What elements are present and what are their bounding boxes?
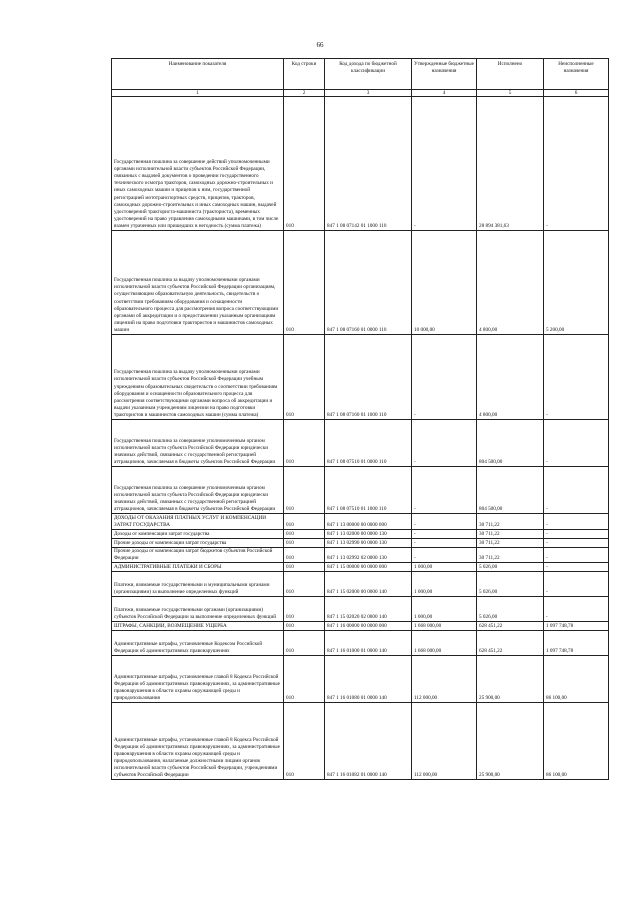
row-executed: 5 026,00 bbox=[477, 572, 544, 597]
row-name: Прочие доходы от компенсации затрат бюджетов субъектов Российской Федерации bbox=[112, 548, 284, 563]
row-line-code: 010 bbox=[284, 597, 325, 622]
row-unexecuted: 5 200,00 bbox=[544, 231, 609, 335]
row-executed: 30 711,22 bbox=[477, 514, 544, 530]
table-row bbox=[112, 703, 609, 780]
row-unexecuted: - bbox=[544, 335, 609, 420]
table-row bbox=[112, 622, 609, 631]
row-unexecuted: - bbox=[544, 597, 609, 622]
row-name: ШТРАФЫ, САНКЦИИ, ВОЗМЕЩЕНИЕ УЩЕРБА bbox=[112, 622, 284, 631]
table-row bbox=[112, 335, 609, 420]
row-executed: 5 026,00 bbox=[477, 563, 544, 572]
row-unexecuted: - bbox=[544, 467, 609, 514]
row-line-code: 010 bbox=[284, 335, 325, 420]
column-number: 5 bbox=[477, 90, 544, 97]
header-line-code: Код строки bbox=[284, 59, 325, 90]
header-revenue-code: Код дохода по бюджетной классификации bbox=[325, 59, 412, 90]
row-approved: 1 000,00 bbox=[412, 597, 477, 622]
row-executed: 628 451,22 bbox=[477, 622, 544, 631]
row-name: Доходы от компенсации затрат государства bbox=[112, 530, 284, 539]
row-revenue-code: 847 1 15 02020 02 0000 140 bbox=[325, 597, 412, 622]
row-line-code: 010 bbox=[284, 572, 325, 597]
row-unexecuted: - bbox=[544, 563, 609, 572]
row-executed: 30 711,22 bbox=[477, 530, 544, 539]
row-approved: - bbox=[412, 548, 477, 563]
table-row bbox=[112, 514, 609, 530]
row-approved: - bbox=[412, 514, 477, 530]
header-name: Наименование показателя bbox=[112, 59, 284, 90]
row-revenue-code: 847 1 08 07510 01 0000 110 bbox=[325, 420, 412, 467]
row-line-code: 010 bbox=[284, 97, 325, 231]
row-approved: - bbox=[412, 467, 477, 514]
row-executed: 4 800,00 bbox=[477, 335, 544, 420]
table-row bbox=[112, 656, 609, 703]
row-name: Административные штрафы, установленные главой 8 Кодекса Российской Федерации об административных правонарушениях, за административные правонарушения в области охраны окружающей среды и природопользования, налагаемые должностными лицами органов исполнительной власти субъектов Российской Федерации, учреждениями субъектов Российской Федерации bbox=[112, 703, 284, 780]
header-unexecuted: Неисполненные назначения bbox=[544, 59, 609, 90]
row-executed: 804 500,00 bbox=[477, 420, 544, 467]
row-executed: 25 900,00 bbox=[477, 656, 544, 703]
row-name: Платежи, взимаемые государственными органами (организациями) субъектов Российской Федерации за выполнение определенных функций bbox=[112, 597, 284, 622]
row-name: Государственная пошлина за выдачу уполномоченными органами исполнительной власти субъектов Российской Федерации учебным учреждениям образовательных свидетельств о соответствии требованиям оборудования и оснащенности образовательного процесса для рассмотрения соответствующими органами вопроса об аккредитации и выдачи указанным учреждениям лицензии на право подготовки трактористов и машинистов самоходных машин (сумма платежа) bbox=[112, 335, 284, 420]
row-approved: 1 000,00 bbox=[412, 572, 477, 597]
row-revenue-code: 847 1 08 07510 01 1000 110 bbox=[325, 467, 412, 514]
row-approved: - bbox=[412, 420, 477, 467]
row-approved: - bbox=[412, 97, 477, 231]
row-line-code: 010 bbox=[284, 530, 325, 539]
row-unexecuted: - bbox=[544, 530, 609, 539]
table-row bbox=[112, 597, 609, 622]
row-executed: 30 711,22 bbox=[477, 548, 544, 563]
table-row bbox=[112, 548, 609, 563]
row-line-code: 010 bbox=[284, 548, 325, 563]
row-line-code: 010 bbox=[284, 656, 325, 703]
row-unexecuted: - bbox=[544, 514, 609, 530]
row-executed: 25 900,00 bbox=[477, 703, 544, 780]
row-executed: 30 711,22 bbox=[477, 539, 544, 548]
table-row bbox=[112, 563, 609, 572]
row-line-code: 010 bbox=[284, 631, 325, 656]
row-line-code: 010 bbox=[284, 703, 325, 780]
row-name: Платежи, взимаемые государственными и муниципальными органами (организациями) за выполнение определенных функций bbox=[112, 572, 284, 597]
page-number: 66 bbox=[316, 41, 324, 49]
row-revenue-code: 847 1 15 02000 00 0000 140 bbox=[325, 572, 412, 597]
table-row bbox=[112, 231, 609, 335]
row-revenue-code: 847 1 16 01082 01 0000 140 bbox=[325, 703, 412, 780]
row-approved: 112 000,00 bbox=[412, 656, 477, 703]
row-unexecuted: - bbox=[544, 539, 609, 548]
row-name: Административные штрафы, установленные Кодексом Российской Федерации об административных правонарушениях bbox=[112, 631, 284, 656]
row-revenue-code: 847 1 13 02990 00 0000 130 bbox=[325, 539, 412, 548]
row-unexecuted: - bbox=[544, 548, 609, 563]
header-approved: Утвержденные бюджетные назначения bbox=[412, 59, 477, 90]
row-line-code: 010 bbox=[284, 467, 325, 514]
row-name: АДМИНИСТРАТИВНЫЕ ПЛАТЕЖИ И СБОРЫ bbox=[112, 563, 284, 572]
column-number: 1 bbox=[112, 90, 284, 97]
table-row bbox=[112, 631, 609, 656]
row-revenue-code: 847 1 08 07160 01 0000 110 bbox=[325, 231, 412, 335]
row-name: ДОХОДЫ ОТ ОКАЗАНИЯ ПЛАТНЫХ УСЛУГ И КОМПЕНСАЦИИ ЗАТРАТ ГОСУДАРСТВА bbox=[112, 514, 284, 530]
row-name: Государственная пошлина за выдачу уполномоченными органами исполнительной власти субъектов Российской Федерации организациям, осуществляющим образовательную деятельность, свидетельств о соответствии требованиям оборудования и оснащенности образовательного процесса для рассмотрения вопроса соответствующими органами об аккредитации и о предоставлении указанным организациям лицензий на право подготовки трактористов и машинистов самоходных машин bbox=[112, 231, 284, 335]
row-revenue-code: 847 1 13 00000 00 0000 000 bbox=[325, 514, 412, 530]
row-approved: - bbox=[412, 530, 477, 539]
row-unexecuted: 1 097 748,78 bbox=[544, 631, 609, 656]
row-revenue-code: 847 1 15 00000 00 0000 000 bbox=[325, 563, 412, 572]
row-approved: 112 000,00 bbox=[412, 703, 477, 780]
row-line-code: 010 bbox=[284, 563, 325, 572]
column-number: 3 bbox=[325, 90, 412, 97]
table-row bbox=[112, 539, 609, 548]
row-executed: 4 800,00 bbox=[477, 231, 544, 335]
row-executed: 5 026,00 bbox=[477, 597, 544, 622]
row-revenue-code: 847 1 13 02992 02 0000 130 bbox=[325, 548, 412, 563]
row-unexecuted: 86 100,00 bbox=[544, 703, 609, 780]
row-unexecuted: - bbox=[544, 572, 609, 597]
row-executed: 628 451,22 bbox=[477, 631, 544, 656]
row-name: Прочие доходы от компенсации затрат государства bbox=[112, 539, 284, 548]
row-unexecuted: - bbox=[544, 97, 609, 231]
row-approved: 10 000,00 bbox=[412, 231, 477, 335]
header-executed: Исполнено bbox=[477, 59, 544, 90]
row-unexecuted: 86 100,00 bbox=[544, 656, 609, 703]
row-executed: 28 894 381,63 bbox=[477, 97, 544, 231]
row-name: Государственная пошлина за совершение уполномоченным органом исполнительной власти субъекта Российской Федерации юридически значимых действий, связанных с государственной регистрацией аттракционов, зачисляемая в бюджеты субъектов Российской Федерации bbox=[112, 467, 284, 514]
row-line-code: 010 bbox=[284, 622, 325, 631]
row-name: Административные штрафы, установленные главой 8 Кодекса Российской Федерации об административных правонарушениях, за административные правонарушения в области охраны окружающей среды и природопользования bbox=[112, 656, 284, 703]
table-row bbox=[112, 467, 609, 514]
row-approved: 1 000,00 bbox=[412, 563, 477, 572]
row-revenue-code: 847 1 16 00000 00 0000 000 bbox=[325, 622, 412, 631]
column-number: 6 bbox=[544, 90, 609, 97]
row-approved: - bbox=[412, 539, 477, 548]
row-revenue-code: 847 1 16 01080 01 0000 140 bbox=[325, 656, 412, 703]
column-number: 2 bbox=[284, 90, 325, 97]
row-name: Государственная пошлина за совершение действий уполномоченными органами исполнительной власти субъектов Российской Федерации, связанных с выдачей документов о проведении государственного технического осмотра тракторов, самоходных дорожно-строительных и иных самоходных машин и прицепов к ним, государственной регистрацией мототранспортных средств, прицепов, тракторов, самоходных дорожно-строительных и иных самоходных машин, выдачей удостоверений тракториста-машиниста (тракториста), временных удостоверений на право управления самоходными машинами, в том числе взамен утраченных или пришедших в негодность (сумма платежа) bbox=[112, 97, 284, 231]
row-line-code: 010 bbox=[284, 420, 325, 467]
row-revenue-code: 847 1 08 07160 01 1000 110 bbox=[325, 335, 412, 420]
row-line-code: 010 bbox=[284, 231, 325, 335]
row-executed: 804 500,00 bbox=[477, 467, 544, 514]
column-number: 4 bbox=[412, 90, 477, 97]
row-line-code: 010 bbox=[284, 539, 325, 548]
row-revenue-code: 847 1 16 01000 01 0000 140 bbox=[325, 631, 412, 656]
row-approved: 1 668 000,00 bbox=[412, 631, 477, 656]
table-row bbox=[112, 97, 609, 231]
row-line-code: 010 bbox=[284, 514, 325, 530]
table-row bbox=[112, 530, 609, 539]
row-unexecuted: - bbox=[544, 420, 609, 467]
row-revenue-code: 847 1 13 02000 00 0000 130 bbox=[325, 530, 412, 539]
row-approved: - bbox=[412, 335, 477, 420]
revenue-table bbox=[111, 58, 609, 780]
row-name: Государственная пошлина за совершение уполномоченным органом исполнительной власти субъекта Российской Федерации юридически значимых действий, связанных с государственной регистрацией аттракционов, зачисляемая в бюджеты субъектов Российской Федерации bbox=[112, 420, 284, 467]
table-row bbox=[112, 420, 609, 467]
table-row bbox=[112, 572, 609, 597]
row-approved: 1 668 000,00 bbox=[412, 622, 477, 631]
row-unexecuted: 1 097 748,78 bbox=[544, 622, 609, 631]
row-revenue-code: 847 1 08 07142 01 1000 110 bbox=[325, 97, 412, 231]
